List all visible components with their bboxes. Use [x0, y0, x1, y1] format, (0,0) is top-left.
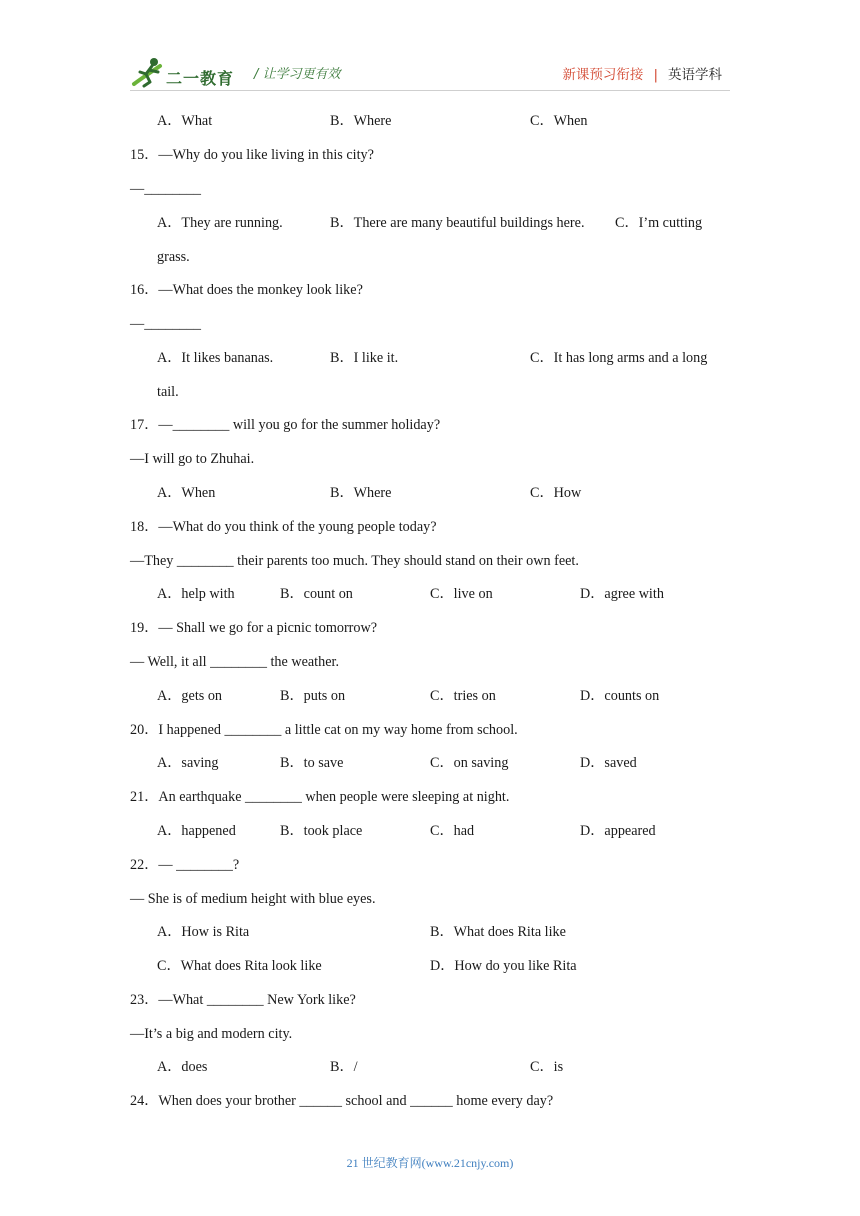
q15-option-b: B．There are many beautiful buildings here. — [330, 215, 585, 231]
q19-option-c: C．tries on — [430, 688, 496, 704]
q16-answer-line: —________ — [130, 316, 201, 332]
q22-option-c: C．What does Rita look like — [157, 958, 322, 974]
q17-option-c: C．How — [530, 485, 582, 501]
q15-answer-line: —________ — [130, 181, 201, 197]
q19-reply: — Well, it all ________ the weather. — [130, 654, 340, 670]
header-separator: | — [653, 67, 658, 83]
q16-option-c-continued: tail. — [157, 384, 179, 400]
q17-option-b: B．Where — [330, 485, 392, 501]
q23-option-b: B．/ — [330, 1059, 358, 1075]
q18-option-d: D．agree with — [580, 586, 664, 602]
runner-logo-icon — [130, 56, 170, 90]
q15-stem: 15．—Why do you like living in this city? — [130, 147, 374, 163]
q17-stem: 17．—________ will you go for the summer holiday? — [130, 417, 441, 433]
q14-option-a: A．What — [157, 113, 213, 129]
q21-option-c: C．had — [430, 823, 475, 839]
q24-stem: 24．When does your brother ______ school and ______ home every day? — [130, 1093, 554, 1109]
logo — [130, 56, 240, 90]
q16-stem: 16．—What does the monkey look like? — [130, 282, 363, 298]
q22-option-b: B．What does Rita like — [430, 924, 566, 940]
q14-option-b: B．Where — [330, 113, 392, 129]
q16-option-c: C．It has long arms and a long — [530, 350, 708, 366]
page-header — [130, 52, 730, 92]
q21-option-b: B．took place — [280, 823, 363, 839]
q20-option-c: C．on saving — [430, 755, 509, 771]
q18-reply: —They ________ their parents too much. They should stand on their own feet. — [130, 553, 579, 569]
q18-option-a: A．help with — [157, 586, 235, 602]
q19-stem: 19．— Shall we go for a picnic tomorrow? — [130, 620, 378, 636]
q15-option-c: C．I’m cutting — [615, 215, 703, 231]
header-subject: 英语学科 — [668, 67, 722, 83]
q14-option-c: C．When — [530, 113, 588, 129]
q22-option-a: A．How is Rita — [157, 924, 250, 940]
q19-option-a: A．gets on — [157, 688, 223, 704]
q15-option-c-continued: grass. — [157, 249, 190, 265]
q17-option-a: A．When — [157, 485, 216, 501]
q22-option-d: D．How do you like Rita — [430, 958, 577, 974]
q22-reply: — She is of medium height with blue eyes. — [130, 891, 376, 907]
q20-option-b: B．to save — [280, 755, 344, 771]
q18-option-b: B．count on — [280, 586, 353, 602]
q17-reply: —I will go to Zhuhai. — [130, 451, 255, 467]
q19-option-d: D．counts on — [580, 688, 660, 704]
q23-stem: 23．—What ________ New York like? — [130, 992, 356, 1008]
q21-stem: 21．An earthquake ________ when people were sleeping at night. — [130, 789, 510, 805]
q18-stem: 18．—What do you think of the young people today? — [130, 519, 437, 535]
header-course: 新课预习衔接 — [562, 67, 644, 83]
q23-reply: —It’s a big and modern city. — [130, 1026, 293, 1042]
q22-stem: 22．— ________? — [130, 857, 240, 873]
q19-option-b: B．puts on — [280, 688, 346, 704]
q20-option-a: A．saving — [157, 755, 219, 771]
q15-option-a: A．They are running. — [157, 215, 283, 231]
q23-option-a: A．does — [157, 1059, 208, 1075]
logo-text: 二一教育 — [166, 69, 235, 88]
q20-stem: 20．I happened ________ a little cat on my way home from school. — [130, 722, 518, 738]
q20-option-d: D．saved — [580, 755, 637, 771]
page-footer — [0, 1154, 860, 1171]
q18-option-c: C．live on — [430, 586, 493, 602]
q21-option-a: A．happened — [157, 823, 236, 839]
q23-option-c: C．is — [530, 1059, 564, 1075]
q21-option-d: D．appeared — [580, 823, 656, 839]
header-course-info — [562, 63, 722, 83]
q16-option-b: B．I like it. — [330, 350, 399, 366]
q16-option-a: A．It likes bananas. — [157, 350, 274, 366]
header-divider — [130, 90, 730, 91]
header-slogan: / 让学习更有效 — [254, 67, 341, 82]
footer-text[interactable]: 21 世纪教育网(www.21cnjy.com) — [346, 1156, 514, 1170]
